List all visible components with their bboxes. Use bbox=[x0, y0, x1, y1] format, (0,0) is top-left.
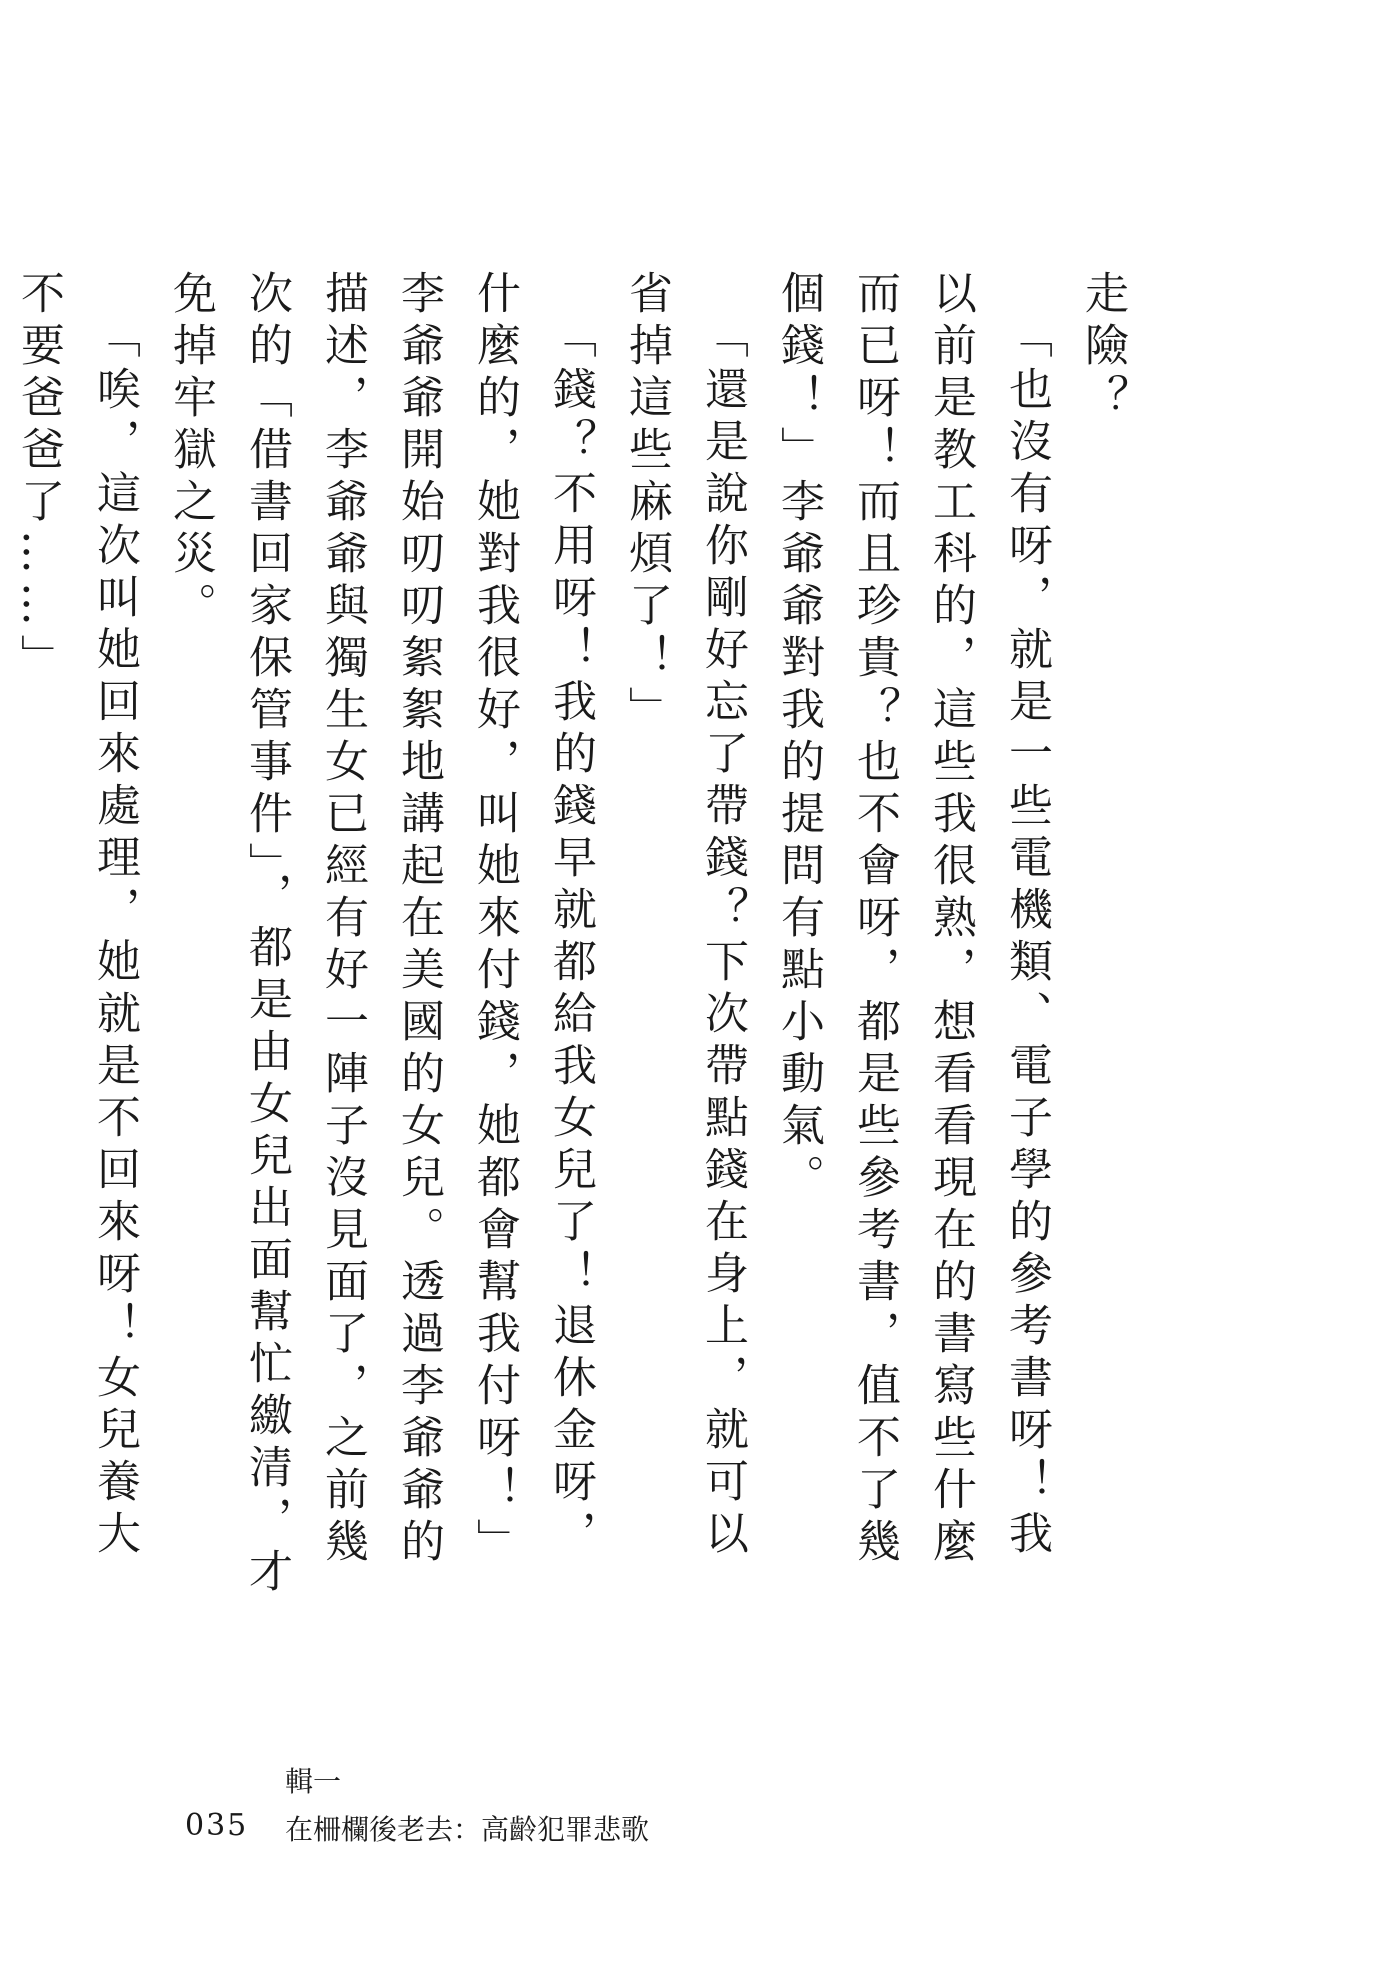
page-number: 035 bbox=[185, 1808, 249, 1843]
section-label: 輯一 bbox=[285, 1765, 342, 1798]
section-title: 在柵欄後老去：高齡犯罪悲歌 bbox=[285, 1813, 650, 1846]
paragraph-4: 「錢？不用呀！我的錢早就都給我女兒了！退休金呀，什麼的，她對我很好，叫她來付錢，她都會幫我付呀！」李爺爺開始叨叨絮絮地講起在美國的女兒。透過李爺爺的描述，李爺爺與獨生女已經有好一陣子沒見面了，之前幾次的「借書回家保管事件」，都是由女兒出面幫忙繳清，才免掉牢獄之災。 bbox=[165, 270, 596, 1600]
vertical-text-body bbox=[0, 270, 1140, 1610]
paragraph-3: 「還是說你剛好忘了帶錢？下次帶點錢在身上，就可以省掉這些麻煩了！」 bbox=[621, 270, 748, 1562]
paragraph-2: 「也沒有呀，就是一些電機類、電子學的參考書呀！我以前是教工科的，這些我很熟，想看看現在的書寫些什麼而已呀！而且珍貴？也不會呀，都是些參考書，值不了幾個錢！」李爺爺對我的提問有點小動氣。 bbox=[773, 270, 1052, 1570]
paragraph-1: 走險？ bbox=[1077, 270, 1128, 426]
paragraph-5: 「唉，這次叫她回來處理，她就是不回來呀！女兒養大不要爸爸了……」 bbox=[13, 270, 140, 1562]
